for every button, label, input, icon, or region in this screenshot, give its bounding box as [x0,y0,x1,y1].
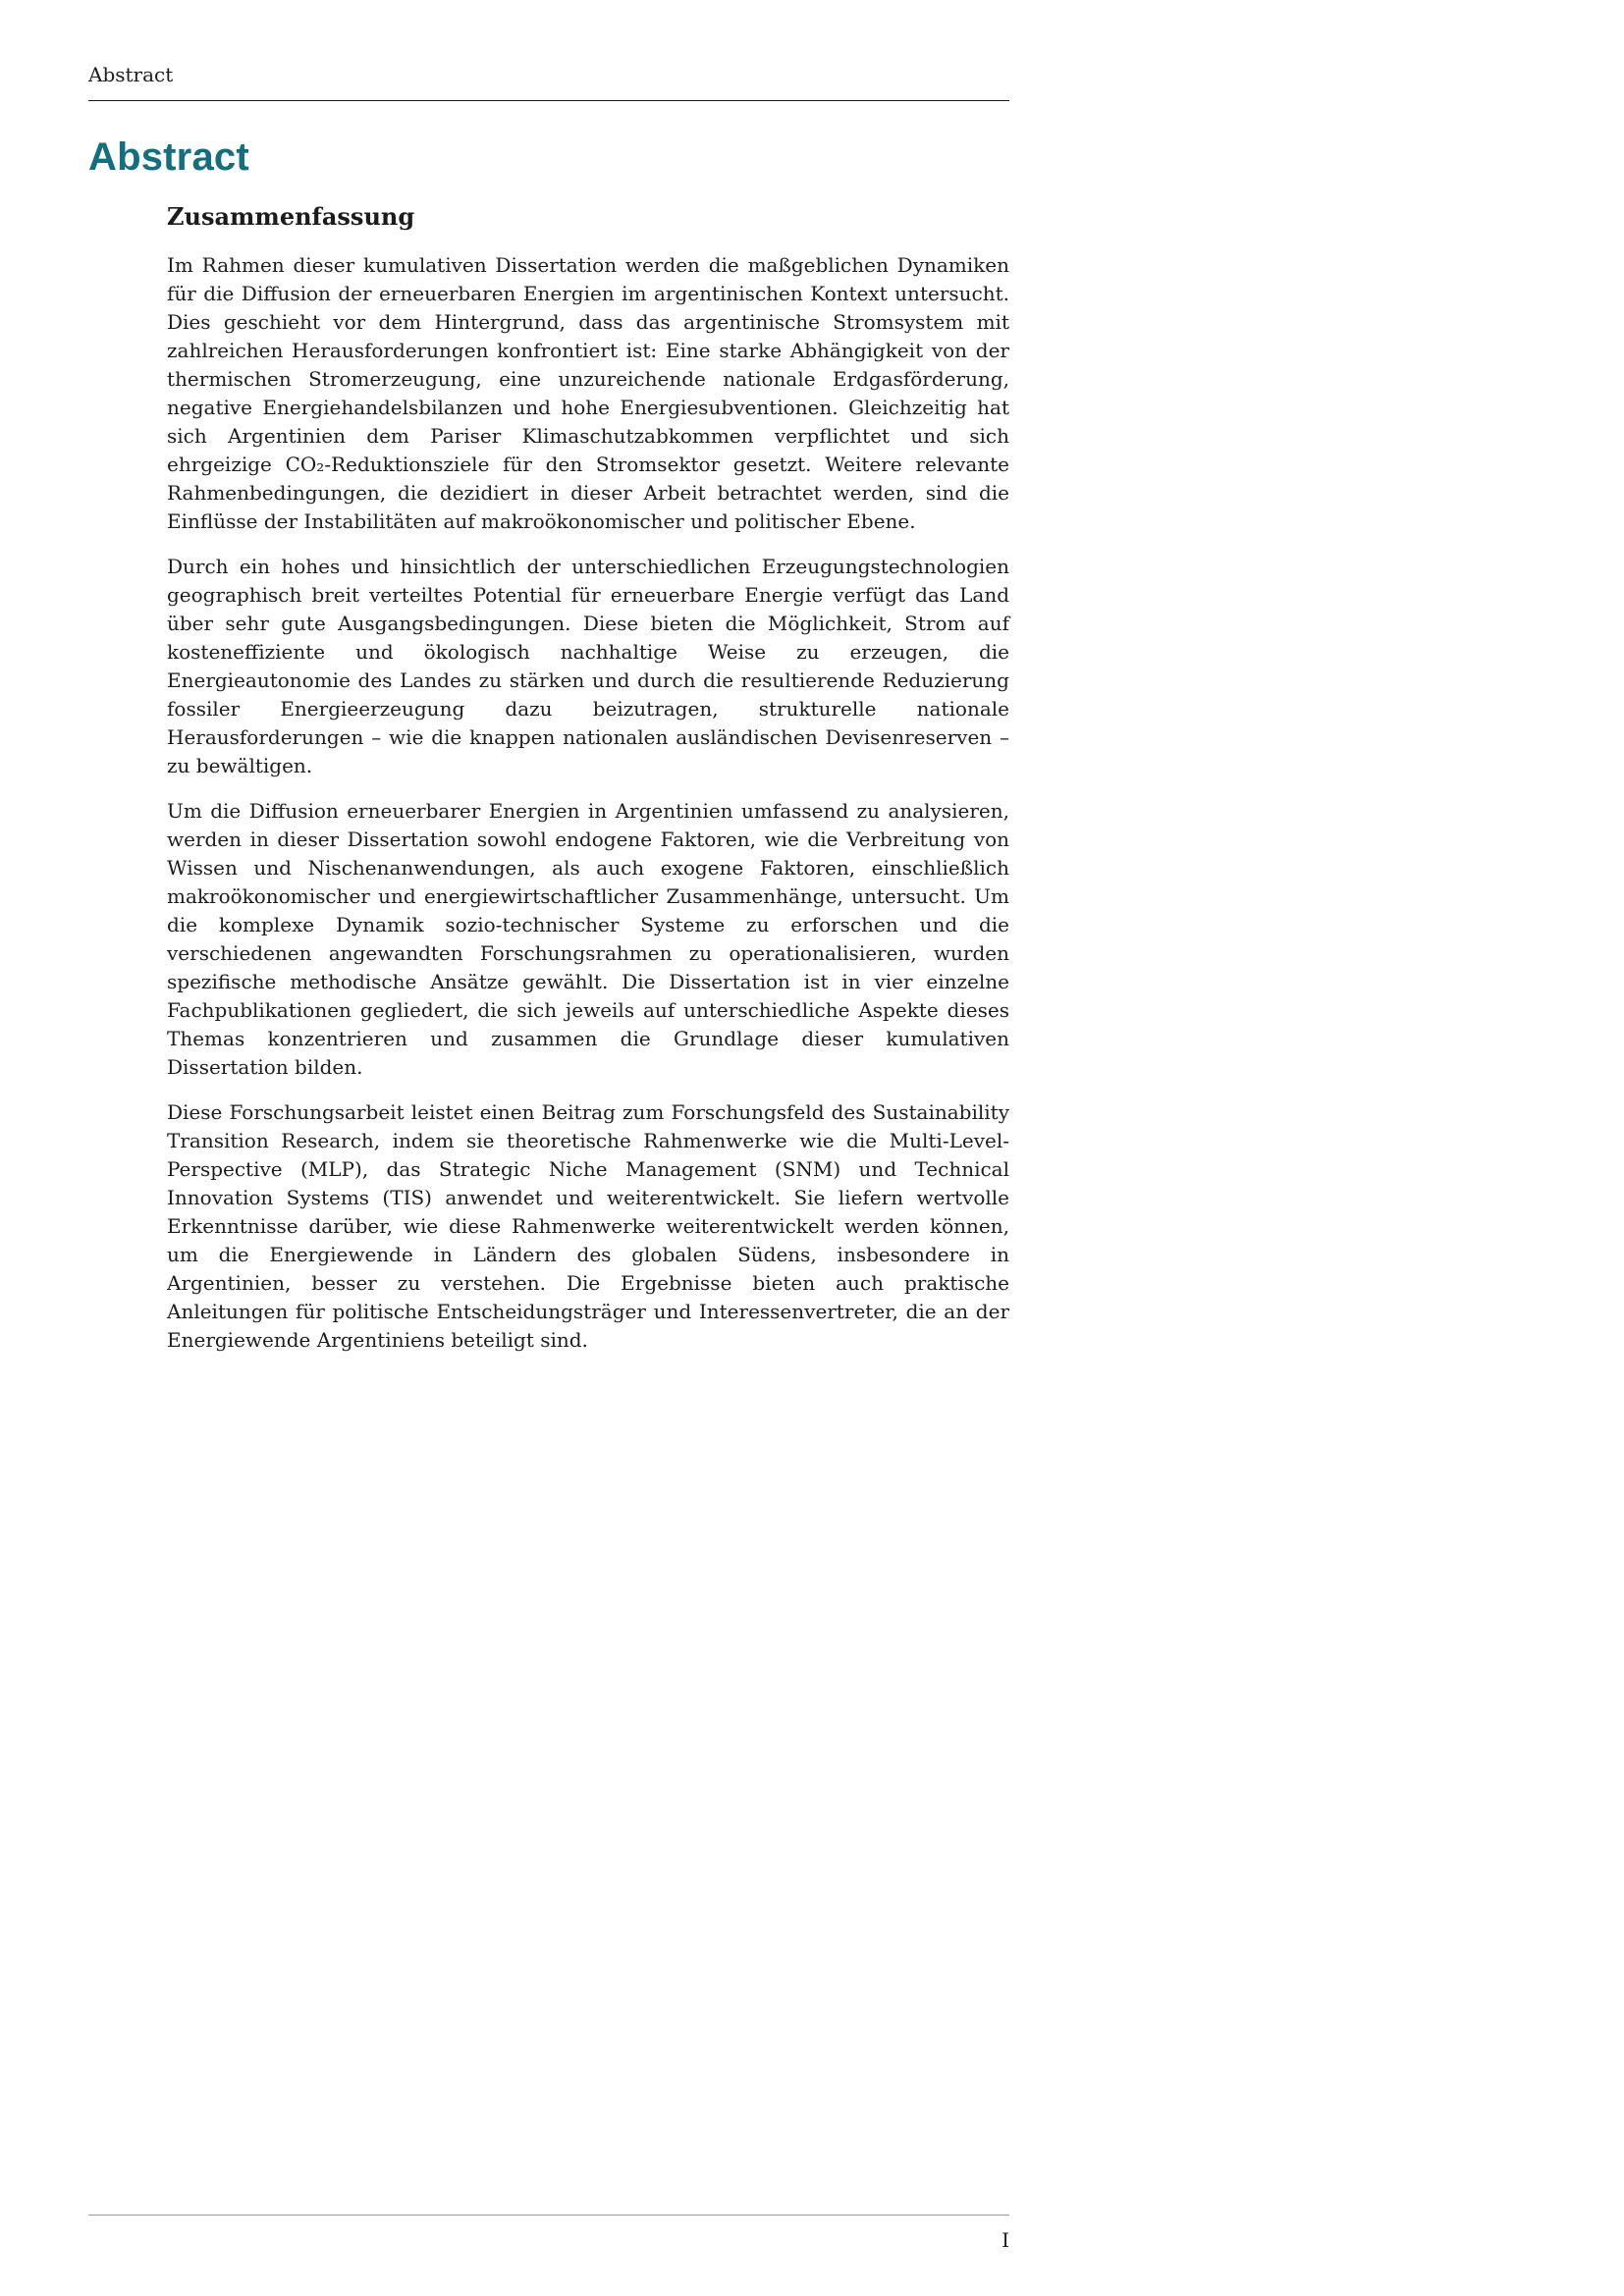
page-header [88,63,1009,86]
abstract-content [167,202,1009,1371]
page-number: I [1001,2228,1009,2252]
running-header-title: Abstract [88,63,174,86]
paragraph-4: Diese Forschungsarbeit leistet einen Beitrag zum Forschungsfeld des Sustainability Transition Research, indem sie theoretische Rahmenwerke wie die Multi-Level-Perspective (MLP), das Strategic Niche Management (SNM) und Technical Innovation Systems (TIS) anwendet und weiterentwickelt. Sie liefern wertvolle Erkenntnisse darüber, wie diese Rahmenwerke weiterentwickelt werden können, um die Energiewende in Ländern des globalen Südens, insbesondere in Argentinien, besser zu verstehen. Die Ergebnisse bieten auch praktische Anleitungen für politische Entscheidungsträger und Interessenvertreter, die an der Energiewende Argentiniens beteiligt sind. [167,1100,1009,1352]
section-heading: Zusammenfassung [167,202,415,231]
page-title: Abstract [88,135,249,179]
footer-rule [88,2215,1009,2216]
paragraph-3: Um die Diffusion erneuerbarer Energien in Argentinien umfassend zu analysieren, werden in dieser Dissertation sowohl endogene Faktoren, wie die Verbreitung von Wissen und Nischenanwendungen, als auch exogene Faktoren, einschließlich makroökonomischer und energiewirtschaftlicher Zusammenhänge, untersucht. Um die komplexe Dynamik sozio-technischer Systeme zu erforschen und die verschiedenen angewandten Forschungsrahmen zu operationalisieren, wurden spezifische methodische Ansätze gewählt. Die Dissertation ist in vier einzelne Fachpublikationen gegliedert, die sich jeweils auf unterschiedliche Aspekte dieses Themas konzentrieren und zusammen die Grundlage dieser kumulativen Dissertation bilden. [167,799,1009,1079]
paragraph-2: Durch ein hohes und hinsichtlich der unterschiedlichen Erzeugungstechnologien geographisch breit verteiltes Potential für erneuerbare Energie verfügt das Land über sehr gute Ausgangsbedingungen. Diese bieten die Möglichkeit, Strom auf kosteneffiziente und ökologisch nachhaltige Weise zu erzeugen, die Energieautonomie des Landes zu stärken und durch die resultierende Reduzierung fossiler Energieerzeugung dazu beizutragen, strukturelle nationale Herausforderungen – wie die knappen nationalen ausländischen Devisenreserven – zu bewältigen. [167,555,1009,777]
header-rule [88,100,1009,101]
paragraph-1: Im Rahmen dieser kumulativen Dissertation werden die maßgeblichen Dynamiken für die Diffusion der erneuerbaren Energien im argentinischen Kontext untersucht. Dies geschieht vor dem Hintergrund, dass das argentinische Stromsystem mit zahlreichen Herausforderungen konfrontiert ist: Eine starke Abhängigkeit von der thermischen Stromerzeugung, eine unzureichende nationale Erdgasförderung, negative Energiehandelsbilanzen und hohe Energiesubventionen. Gleichzeitig hat sich Argentinien dem Pariser Klimaschutzabkommen verpflichtet und sich ehrgeizige CO₂-Reduktionsziele für den Stromsektor gesetzt. Weitere relevante Rahmenbedingungen, die dezidiert in dieser Arbeit betrachtet werden, sind die Einflüsse der Instabilitäten auf makroökonomischer und politischer Ebene. [167,253,1009,533]
